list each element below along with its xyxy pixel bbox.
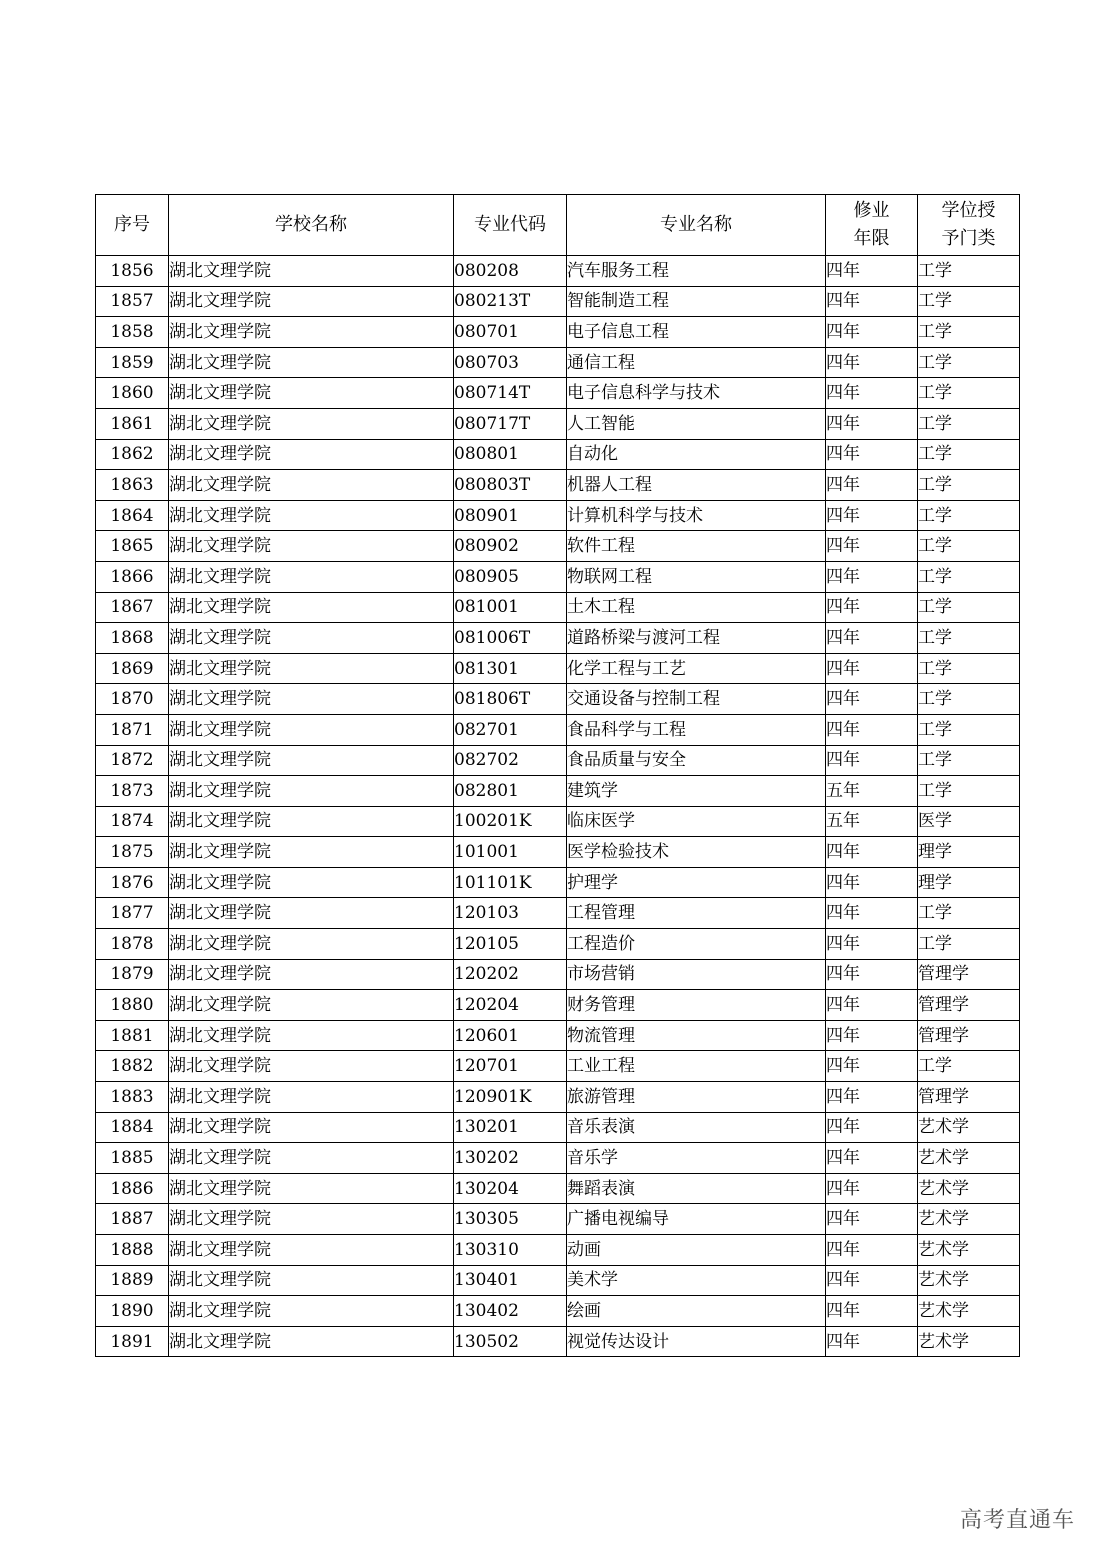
cell-degree: 理学 [918,837,1020,868]
cell-seq: 1857 [96,286,169,317]
cell-code: 101001 [454,837,567,868]
cell-school: 湖北文理学院 [169,684,454,715]
cell-seq: 1859 [96,347,169,378]
cell-degree: 艺术学 [918,1204,1020,1235]
cell-degree: 工学 [918,256,1020,287]
cell-years: 四年 [826,623,918,654]
cell-school: 湖北文理学院 [169,1020,454,1051]
table-row [96,867,1020,898]
cell-seq: 1874 [96,806,169,837]
watermark: 高考直通车 [959,1508,1075,1533]
cell-code: 130310 [454,1235,567,1266]
cell-school: 湖北文理学院 [169,1204,454,1235]
cell-major: 工业工程 [567,1051,826,1082]
cell-years: 四年 [826,837,918,868]
cell-major: 物联网工程 [567,561,826,592]
cell-years: 四年 [826,1204,918,1235]
cell-code: 120202 [454,959,567,990]
cell-major: 绘画 [567,1296,826,1327]
table-row [96,1051,1020,1082]
cell-code: 120105 [454,929,567,960]
cell-years: 四年 [826,439,918,470]
cell-school: 湖北文理学院 [169,990,454,1021]
cell-code: 082701 [454,714,567,745]
cell-school: 湖北文理学院 [169,439,454,470]
cell-seq: 1867 [96,592,169,623]
cell-code: 101101K [454,867,567,898]
cell-years: 四年 [826,408,918,439]
cell-major: 舞蹈表演 [567,1173,826,1204]
cell-major: 交通设备与控制工程 [567,684,826,715]
header-school: 学校名称 [169,195,454,256]
cell-major: 智能制造工程 [567,286,826,317]
cell-seq: 1866 [96,561,169,592]
cell-school: 湖北文理学院 [169,256,454,287]
cell-degree: 理学 [918,867,1020,898]
cell-degree: 工学 [918,561,1020,592]
cell-years: 四年 [826,1112,918,1143]
cell-major: 医学检验技术 [567,837,826,868]
cell-code: 120701 [454,1051,567,1082]
cell-degree: 工学 [918,776,1020,807]
table-row [96,959,1020,990]
table-row [96,408,1020,439]
cell-seq: 1872 [96,745,169,776]
cell-seq: 1882 [96,1051,169,1082]
cell-code: 120103 [454,898,567,929]
cell-years: 四年 [826,929,918,960]
cell-years: 四年 [826,714,918,745]
cell-years: 四年 [826,1235,918,1266]
cell-degree: 管理学 [918,1082,1020,1113]
cell-code: 080901 [454,500,567,531]
cell-degree: 工学 [918,286,1020,317]
table-row [96,347,1020,378]
cell-degree: 工学 [918,317,1020,348]
cell-major: 自动化 [567,439,826,470]
cell-school: 湖北文理学院 [169,714,454,745]
cell-school: 湖北文理学院 [169,592,454,623]
cell-major: 通信工程 [567,347,826,378]
cell-major: 财务管理 [567,990,826,1021]
cell-degree: 工学 [918,500,1020,531]
cell-years: 四年 [826,684,918,715]
cell-code: 081806T [454,684,567,715]
cell-school: 湖北文理学院 [169,776,454,807]
cell-major: 汽车服务工程 [567,256,826,287]
cell-seq: 1858 [96,317,169,348]
cell-degree: 工学 [918,378,1020,409]
table-row [96,470,1020,501]
cell-seq: 1875 [96,837,169,868]
cell-code: 130204 [454,1173,567,1204]
table-row [96,623,1020,654]
cell-major: 电子信息工程 [567,317,826,348]
cell-major: 道路桥梁与渡河工程 [567,623,826,654]
cell-degree: 工学 [918,745,1020,776]
cell-school: 湖北文理学院 [169,806,454,837]
cell-years: 四年 [826,990,918,1021]
table-row [96,1204,1020,1235]
table-row [96,684,1020,715]
table-row [96,378,1020,409]
table-row [96,500,1020,531]
cell-school: 湖北文理学院 [169,1173,454,1204]
cell-major: 临床医学 [567,806,826,837]
cell-major: 音乐表演 [567,1112,826,1143]
majors-table [95,194,1020,1357]
cell-major: 电子信息科学与技术 [567,378,826,409]
header-seq: 序号 [96,195,169,256]
table-row [96,837,1020,868]
cell-seq: 1888 [96,1235,169,1266]
table-row [96,561,1020,592]
cell-degree: 艺术学 [918,1173,1020,1204]
cell-code: 130201 [454,1112,567,1143]
cell-degree: 艺术学 [918,1143,1020,1174]
cell-degree: 工学 [918,1051,1020,1082]
cell-degree: 管理学 [918,990,1020,1021]
cell-school: 湖北文理学院 [169,837,454,868]
cell-seq: 1887 [96,1204,169,1235]
cell-school: 湖北文理学院 [169,867,454,898]
cell-seq: 1886 [96,1173,169,1204]
cell-years: 四年 [826,256,918,287]
cell-major: 物流管理 [567,1020,826,1051]
cell-degree: 艺术学 [918,1112,1020,1143]
cell-code: 081301 [454,653,567,684]
table-row [96,1112,1020,1143]
cell-code: 082801 [454,776,567,807]
cell-school: 湖北文理学院 [169,561,454,592]
table-row [96,531,1020,562]
cell-major: 工程造价 [567,929,826,960]
cell-seq: 1881 [96,1020,169,1051]
cell-seq: 1890 [96,1296,169,1327]
cell-school: 湖北文理学院 [169,959,454,990]
cell-school: 湖北文理学院 [169,500,454,531]
cell-years: 四年 [826,959,918,990]
table-row [96,1082,1020,1113]
cell-major: 市场营销 [567,959,826,990]
cell-degree: 艺术学 [918,1326,1020,1357]
cell-school: 湖北文理学院 [169,623,454,654]
cell-degree: 工学 [918,439,1020,470]
cell-code: 100201K [454,806,567,837]
cell-code: 080208 [454,256,567,287]
cell-seq: 1863 [96,470,169,501]
cell-seq: 1879 [96,959,169,990]
cell-school: 湖北文理学院 [169,531,454,562]
cell-degree: 艺术学 [918,1296,1020,1327]
cell-code: 081001 [454,592,567,623]
cell-major: 软件工程 [567,531,826,562]
cell-degree: 工学 [918,714,1020,745]
cell-degree: 工学 [918,623,1020,654]
cell-seq: 1856 [96,256,169,287]
cell-years: 四年 [826,347,918,378]
cell-school: 湖北文理学院 [169,347,454,378]
table-row [96,745,1020,776]
table-row [96,929,1020,960]
table-row [96,898,1020,929]
cell-school: 湖北文理学院 [169,470,454,501]
cell-years: 四年 [826,286,918,317]
cell-code: 080714T [454,378,567,409]
header-code: 专业代码 [454,195,567,256]
cell-major: 人工智能 [567,408,826,439]
cell-major: 动画 [567,1235,826,1266]
header-degree [918,195,1020,256]
cell-degree: 工学 [918,898,1020,929]
cell-code: 130401 [454,1265,567,1296]
cell-seq: 1864 [96,500,169,531]
cell-code: 080703 [454,347,567,378]
cell-years: 五年 [826,806,918,837]
table-row [96,439,1020,470]
table-row [96,317,1020,348]
cell-seq: 1868 [96,623,169,654]
header-years [826,195,918,256]
table-row [96,256,1020,287]
cell-years: 四年 [826,1265,918,1296]
cell-school: 湖北文理学院 [169,408,454,439]
cell-degree: 艺术学 [918,1265,1020,1296]
cell-code: 080803T [454,470,567,501]
header-years-line1: 修业 [853,200,890,221]
cell-school: 湖北文理学院 [169,1082,454,1113]
cell-code: 120901K [454,1082,567,1113]
table-row [96,776,1020,807]
table-row [96,1326,1020,1357]
cell-code: 080213T [454,286,567,317]
table-row [96,1173,1020,1204]
table-row [96,714,1020,745]
cell-degree: 工学 [918,653,1020,684]
cell-degree: 工学 [918,470,1020,501]
cell-school: 湖北文理学院 [169,929,454,960]
cell-major: 食品科学与工程 [567,714,826,745]
table-row [96,653,1020,684]
cell-major: 建筑学 [567,776,826,807]
cell-code: 081006T [454,623,567,654]
cell-seq: 1861 [96,408,169,439]
table-row [96,990,1020,1021]
cell-seq: 1877 [96,898,169,929]
cell-degree: 工学 [918,684,1020,715]
cell-school: 湖北文理学院 [169,317,454,348]
cell-school: 湖北文理学院 [169,378,454,409]
cell-major: 机器人工程 [567,470,826,501]
cell-years: 四年 [826,653,918,684]
cell-major: 工程管理 [567,898,826,929]
cell-major: 土木工程 [567,592,826,623]
cell-years: 四年 [826,592,918,623]
cell-school: 湖北文理学院 [169,1143,454,1174]
cell-years: 四年 [826,1296,918,1327]
cell-code: 130305 [454,1204,567,1235]
cell-degree: 工学 [918,347,1020,378]
cell-code: 120601 [454,1020,567,1051]
cell-school: 湖北文理学院 [169,1112,454,1143]
table-body [96,256,1020,1357]
cell-seq: 1884 [96,1112,169,1143]
header-degree-line1: 学位授 [941,200,996,221]
cell-degree: 管理学 [918,1020,1020,1051]
cell-code: 080905 [454,561,567,592]
cell-major: 旅游管理 [567,1082,826,1113]
cell-major: 音乐学 [567,1143,826,1174]
cell-years: 四年 [826,561,918,592]
cell-years: 四年 [826,1326,918,1357]
cell-years: 四年 [826,1173,918,1204]
cell-years: 四年 [826,1082,918,1113]
cell-degree: 工学 [918,531,1020,562]
cell-code: 120204 [454,990,567,1021]
cell-years: 五年 [826,776,918,807]
table-row [96,1020,1020,1051]
cell-seq: 1889 [96,1265,169,1296]
cell-years: 四年 [826,898,918,929]
cell-degree: 工学 [918,408,1020,439]
cell-major: 美术学 [567,1265,826,1296]
cell-school: 湖北文理学院 [169,653,454,684]
header-major: 专业名称 [567,195,826,256]
cell-seq: 1880 [96,990,169,1021]
cell-years: 四年 [826,867,918,898]
cell-degree: 医学 [918,806,1020,837]
table-row [96,1265,1020,1296]
cell-code: 080801 [454,439,567,470]
table-row [96,592,1020,623]
cell-seq: 1891 [96,1326,169,1357]
cell-years: 四年 [826,1020,918,1051]
cell-seq: 1870 [96,684,169,715]
cell-code: 080902 [454,531,567,562]
cell-seq: 1871 [96,714,169,745]
header-years-line2: 年限 [853,228,890,249]
cell-years: 四年 [826,1143,918,1174]
table-row [96,1235,1020,1266]
cell-code: 082702 [454,745,567,776]
cell-seq: 1873 [96,776,169,807]
cell-seq: 1876 [96,867,169,898]
cell-major: 计算机科学与技术 [567,500,826,531]
table-header [96,195,1020,256]
cell-major: 食品质量与安全 [567,745,826,776]
cell-major: 视觉传达设计 [567,1326,826,1357]
cell-code: 130202 [454,1143,567,1174]
cell-school: 湖北文理学院 [169,1235,454,1266]
cell-code: 080717T [454,408,567,439]
cell-school: 湖北文理学院 [169,745,454,776]
cell-seq: 1862 [96,439,169,470]
cell-school: 湖北文理学院 [169,1051,454,1082]
cell-code: 130502 [454,1326,567,1357]
cell-major: 护理学 [567,867,826,898]
cell-seq: 1878 [96,929,169,960]
cell-years: 四年 [826,1051,918,1082]
cell-degree: 管理学 [918,959,1020,990]
cell-degree: 工学 [918,592,1020,623]
header-degree-line2: 予门类 [941,228,996,249]
cell-major: 化学工程与工艺 [567,653,826,684]
cell-school: 湖北文理学院 [169,1265,454,1296]
cell-years: 四年 [826,317,918,348]
cell-seq: 1883 [96,1082,169,1113]
cell-degree: 工学 [918,929,1020,960]
cell-seq: 1869 [96,653,169,684]
cell-years: 四年 [826,745,918,776]
cell-code: 080701 [454,317,567,348]
cell-years: 四年 [826,500,918,531]
cell-code: 130402 [454,1296,567,1327]
cell-major: 广播电视编导 [567,1204,826,1235]
table-row [96,806,1020,837]
table-row [96,1143,1020,1174]
table-row [96,286,1020,317]
cell-seq: 1885 [96,1143,169,1174]
cell-years: 四年 [826,531,918,562]
table-row [96,1296,1020,1327]
cell-seq: 1860 [96,378,169,409]
cell-school: 湖北文理学院 [169,1326,454,1357]
cell-seq: 1865 [96,531,169,562]
cell-school: 湖北文理学院 [169,1296,454,1327]
cell-school: 湖北文理学院 [169,898,454,929]
cell-school: 湖北文理学院 [169,286,454,317]
cell-years: 四年 [826,378,918,409]
header-row [96,195,1020,256]
cell-degree: 艺术学 [918,1235,1020,1266]
cell-years: 四年 [826,470,918,501]
